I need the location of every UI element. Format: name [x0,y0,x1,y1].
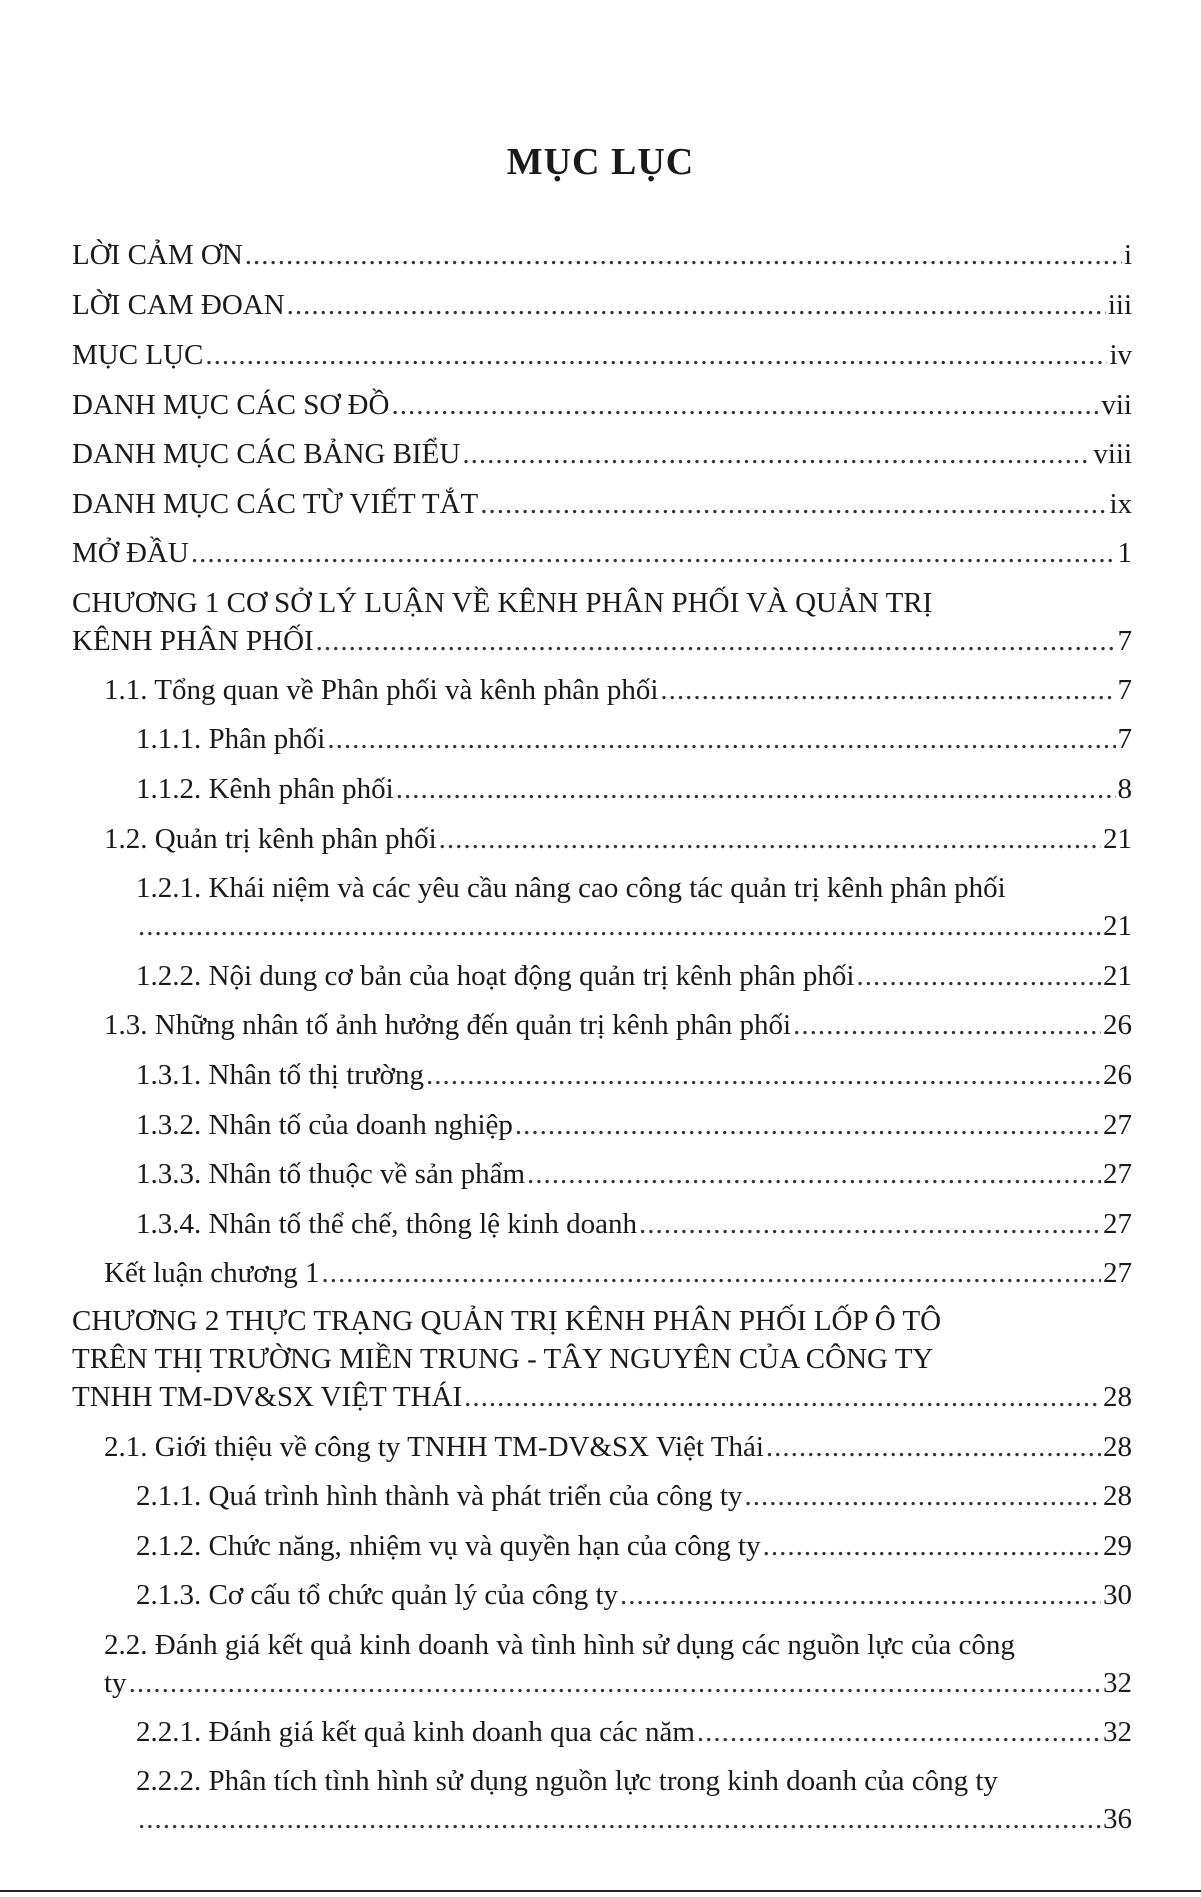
toc-entry-title: 1.1.1. Phân phối [136,723,326,755]
toc-entry-title: LỜI CAM ĐOAN [72,289,285,321]
toc-entry-title: ty [104,1667,127,1699]
toc-entry-title: 2.1.2. Chức năng, nhiệm vụ và quyền hạn của công ty [136,1530,761,1562]
toc-entry[interactable] [72,1006,1132,1044]
toc-entry-title: 1.3.4. Nhân tố thể chế, thông lệ kinh doanh [136,1208,637,1240]
toc-entry-title: 1.3.2. Nhân tố của doanh nghiệp [136,1109,513,1141]
toc-entry-title: 2.2.1. Đánh giá kết quả kinh doanh qua các năm [136,1716,695,1748]
toc-leader [527,1155,1101,1193]
toc-entry-title: 1.3.3. Nhân tố thuộc về sản phẩm [136,1158,526,1190]
toc-entry[interactable] [72,1527,1132,1565]
toc-page-number: iv [1109,339,1132,371]
toc-page-number: 8 [1117,773,1132,805]
toc-leader [763,1527,1101,1565]
toc-entry-title-line1: 2.2. Đánh giá kết quả kinh doanh và tình hình sử dụng các nguồn lực của công [104,1629,1015,1661]
toc-entry-title: Kết luận chương 1 [104,1257,320,1289]
toc-entry-title-line2: TRÊN THỊ TRƯỜNG MIỀN TRUNG - TÂY NGUYÊN CỦA CÔNG TY [72,1343,934,1375]
toc-page-number: 27 [1103,1208,1132,1240]
toc-page-number: 36 [1103,1803,1132,1835]
toc-page-number: vii [1101,389,1132,421]
toc-leader [287,286,1106,324]
toc-leader [697,1713,1101,1751]
toc-page-number: 7 [1117,723,1132,755]
toc-entry[interactable] [72,485,1132,523]
toc-leader [327,720,1115,758]
page-bottom-edge [0,1890,1201,1892]
toc-page-number: 21 [1103,960,1132,992]
toc-entry[interactable] [72,1626,1132,1702]
toc-entry-title: 1.1.2. Kênh phân phối [136,773,394,805]
toc-page-number: 27 [1103,1109,1132,1141]
toc-page-number: i [1123,239,1132,271]
toc-entry[interactable] [72,1155,1132,1193]
toc-leader [191,534,1116,572]
toc-leader [245,236,1122,274]
toc-entry-title: TNHH TM-DV&SX VIỆT THÁI [72,1381,463,1413]
toc-leader [856,957,1101,995]
toc-leader [138,1800,1101,1838]
toc-leader [321,1254,1101,1292]
toc-entry-title-line1: 1.2.1. Khái niệm và các yêu cầu nâng cao công tác quản trị kênh phân phối [136,872,1006,904]
toc-page-number: iii [1107,289,1132,321]
toc-entry-title: MỤC LỤC [72,339,204,371]
toc-entry-title: 1.1. Tổng quan về Phân phối và kênh phân phối [104,674,659,706]
toc-entry-title: 1.2.2. Nội dung cơ bản của hoạt động quản trị kênh phân phối [136,960,855,992]
toc-entry[interactable] [72,1056,1132,1094]
toc-entry[interactable] [72,386,1132,424]
toc-leader [766,1428,1101,1466]
toc-page-number: 28 [1103,1431,1132,1463]
toc-entry[interactable] [72,671,1132,709]
toc-page-number: 7 [1117,625,1132,657]
toc-leader [639,1205,1101,1243]
toc-entry-title: LỜI CẢM ƠN [72,239,243,271]
toc-page-number: 28 [1103,1381,1132,1413]
toc-entry-title: DANH MỤC CÁC BẢNG BIỂU [72,438,461,470]
toc-entry-title: KÊNH PHÂN PHỐI [72,625,314,657]
toc-leader [464,1378,1101,1416]
toc-page-number: 32 [1103,1667,1132,1699]
toc-page-number: 26 [1103,1059,1132,1091]
toc-entry-title: 2.1.1. Quá trình hình thành và phát triển của công ty [136,1480,743,1512]
toc-leader [396,770,1116,808]
toc-page-number: 26 [1103,1009,1132,1041]
toc-page-number: 29 [1103,1530,1132,1562]
toc-entry-title-line1: 2.2.2. Phân tích tình hình sử dụng nguồn lực trong kinh doanh của công ty [136,1765,998,1797]
toc-chapter-entry[interactable] [72,1302,1132,1416]
toc-entry-title: 2.1.3. Cơ cấu tổ chức quản lý của công ty [136,1579,619,1611]
toc-entry-title: DANH MỤC CÁC TỪ VIẾT TẮT [72,488,479,520]
toc-entry[interactable] [72,1762,1132,1838]
toc-leader [480,485,1107,523]
toc-entry-title: 1.3. Những nhân tố ảnh hưởng đến quản trị kênh phân phối [104,1009,792,1041]
page-title: MỤC LỤC [506,141,695,183]
toc-leader [439,820,1101,858]
toc-leader [129,1664,1101,1702]
toc-entry[interactable] [72,1428,1132,1466]
toc-entry[interactable] [72,1254,1132,1292]
toc-entry[interactable] [72,820,1132,858]
toc-leader [426,1056,1101,1094]
toc-entry[interactable] [72,1477,1132,1515]
toc-entry-title-line1: CHƯƠNG 2 THỰC TRẠNG QUẢN TRỊ KÊNH PHÂN PHỐI LỐP Ô TÔ [72,1305,942,1337]
toc-page-number: 30 [1103,1579,1132,1611]
toc-entry[interactable] [72,720,1132,758]
toc-page-number: viii [1093,438,1132,470]
toc-page-number: 1 [1117,537,1132,569]
toc-entry[interactable] [72,236,1132,274]
toc-page-number: 21 [1103,823,1132,855]
toc-page-number: 7 [1117,674,1132,706]
toc-page-number: 21 [1103,910,1132,942]
toc-leader [744,1477,1101,1515]
toc-entry[interactable] [72,1576,1132,1614]
toc-entry-title: 1.2. Quản trị kênh phân phối [104,823,437,855]
toc-entry[interactable] [72,286,1132,324]
toc-page-number: 27 [1103,1257,1132,1289]
toc-page-number: 27 [1103,1158,1132,1190]
toc-leader [660,671,1115,709]
toc-page-number: ix [1109,488,1132,520]
toc-leader [793,1006,1101,1044]
toc-entry[interactable] [72,869,1132,945]
toc-entry-title: 2.1. Giới thiệu về công ty TNHH TM-DV&SX Việt Thái [104,1431,764,1463]
toc-leader [620,1576,1101,1614]
toc-leader [462,435,1091,473]
toc-entry[interactable] [72,534,1132,572]
toc-entry-title: 1.3.1. Nhân tố thị trường [136,1059,425,1091]
toc-entry[interactable] [72,770,1132,808]
toc-leader [316,622,1116,660]
toc-leader [138,907,1101,945]
toc-entry[interactable] [72,1713,1132,1751]
toc-page-number: 32 [1103,1716,1132,1748]
toc-entry[interactable] [72,1205,1132,1243]
toc-entry-title: MỞ ĐẦU [72,537,189,569]
toc-leader [391,386,1099,424]
toc-page-number: 28 [1103,1480,1132,1512]
toc-entry[interactable] [72,435,1132,473]
toc-entry-title: DANH MỤC CÁC SƠ ĐỒ [72,389,390,421]
toc-entry[interactable] [72,957,1132,995]
toc-entry[interactable] [72,336,1132,374]
toc-leader [515,1106,1101,1144]
toc-leader [205,336,1107,374]
toc-entry[interactable] [72,1106,1132,1144]
toc-chapter-entry[interactable] [72,584,1132,660]
toc-entry-title-line1: CHƯƠNG 1 CƠ SỞ LÝ LUẬN VỀ KÊNH PHÂN PHỐI VÀ QUẢN TRỊ [72,587,933,619]
